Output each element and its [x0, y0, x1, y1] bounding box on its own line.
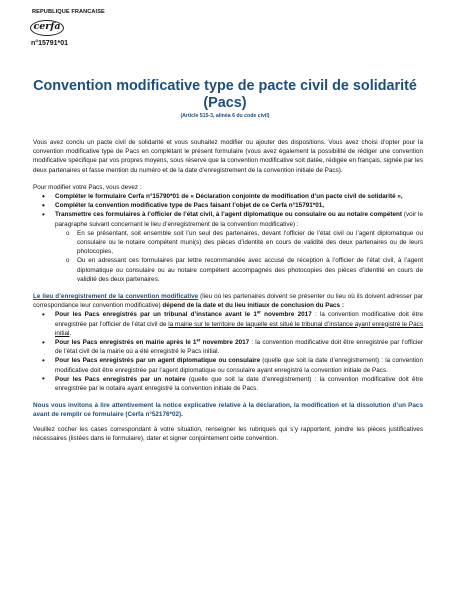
cerfa-logo-text: cerfa	[33, 21, 61, 32]
sub-list-item: o Ou en adressant ces formulaires par lettre recommandée avec accusé de réception à l’officier de l’état civil, à l’agent diplomatique ou consulaire ou au notaire compétent accompagnés des photocopies des pièces d’identité en cours de validité des deux partenaires.	[77, 256, 423, 284]
case-notaire-text: (quelle que soit la date d’enregistrement) : la convention modificative doit être enregistrée par le notaire ayant enregistré la convention initiale de Pacs.	[55, 375, 423, 393]
notice-paragraph: Nous vous invitons à lire attentivement la notice explicative relative à la déclaration, la modification et la dissolution d’un Pacs avant de remplir ce formulaire (Cerfa n°52176*02).	[33, 402, 423, 419]
case-tribunal-title: Pour les Pacs enregistrés par un tribunal d’instance avant le 1	[55, 311, 257, 319]
superscript: er	[196, 337, 201, 343]
sub-list	[55, 229, 423, 284]
case-tribunal-text: : la convention modificative doit être enregistrée par l’officier de l’état civil de	[55, 311, 423, 328]
form-number: n°15791*01	[31, 40, 69, 47]
list-item	[55, 338, 423, 356]
case-consulaire-title: Pour les Pacs enregistrés par un agent diplomatique ou consulaire	[55, 357, 261, 365]
legal-reference: (Article 515-3, alinéa 6 du code civil)	[180, 113, 270, 119]
page-title	[0, 78, 450, 112]
place-list	[33, 310, 423, 393]
place-note: (lieu où les partenaires doivent se présenter ou lieu où ils doivent adresser par correspondance leur convention modificative)	[33, 293, 423, 310]
place-heading: Le lieu d’enregistrement de la convention modificative	[33, 293, 199, 301]
step-3-bold: Transmettre ces formulaires à l’officier de l’état civil, à l’agent diplomatique ou consulaire ou au notaire compétent	[55, 211, 402, 219]
case-mairie-date: novembre 2017	[200, 339, 250, 347]
document-body	[33, 138, 423, 443]
step-3-text: (voir le paragraphe suivant concernant le lieu d’enregistrement de la convention modificative) :	[55, 211, 423, 228]
case-tribunal-date: novembre 2017	[260, 311, 312, 319]
cerfa-logo	[30, 19, 64, 37]
sub-list-item: o En se présentant, soit ensemble soit l’un seul des partenaires, devant l’officier de l’état civil ou l’agent diplomatique ou consulaire ou le notaire compétent muni(s) des pièces d’identité en cours de validité des deux partenaires ou de leurs photocopies,	[77, 229, 423, 257]
list-item	[55, 375, 423, 393]
case-consulaire-text: (quelle que soit la date d’enregistrement) : la convention modificative doit être enregistrée par l’agent diplomatique ou consulaire ayant enregistré la convention initiale de Pacs.	[55, 357, 423, 374]
intro-paragraph: Vous avez conclu un pacte civil de solidarité et vous souhaitez modifier ou ajouter des dispositions. Vous avez choisi d’opter pour la convention modificative type de Pacs en complétant le présent formulaire (vous avez également la possibilité de rédiger une convention modificative spécifique par vos propres moyens, sous réserve que la convention modificative soit datée, rédigée en français, signée par les deux partenaires et fasse mention du numéro et de la date d’enregistrement de la convention initiale de Pacs).	[33, 139, 423, 174]
title-line-2: (Pacs)	[203, 95, 247, 111]
list-item	[55, 356, 423, 374]
list-item	[55, 310, 423, 338]
list-item: • Compléter le formulaire Cerfa n°15790*01 de « Déclaration conjointe de modification d’un pacte civil de solidarité »,	[55, 192, 423, 201]
place-rule: dépend de la date et du lieu initiaux de conclusion du Pacs :	[162, 302, 344, 310]
instructions-paragraph: Veuillez cocher les cases correspondant à votre situation, renseigner les rubriques qui s’y rapportent, joindre les pièces justificatives nécessaires (listées dans le formulaire), dater et signer conjointement cette convention.	[33, 425, 423, 442]
case-mairie-text: : la convention modificative doit être enregistrée par l’officier de l’état civil de la mairie où a été enregistré le Pacs initial.	[55, 339, 423, 356]
steps-lead: Pour modifier votre Pacs, vous devez :	[33, 183, 142, 191]
case-notaire-title: Pour les Pacs enregistrés par un notaire	[55, 375, 186, 383]
steps-list	[33, 192, 423, 284]
list-item	[55, 210, 423, 284]
republic-label: REPUBLIQUE FRANCAISE	[32, 9, 105, 15]
case-tribunal-underlined: la mairie sur le territoire de laquelle est situé le tribunal d’instance ayant enregistré le Pacs initial	[55, 320, 424, 337]
case-mairie-title: Pour les Pacs enregistrés en mairie après le 1	[55, 339, 197, 347]
list-item: • Compléter la convention modificative type de Pacs faisant l’objet de ce Cerfa n°15791*01,	[55, 201, 423, 210]
superscript: er	[256, 309, 261, 315]
case-tribunal-end: .	[69, 329, 72, 337]
title-line-1: Convention modificative type de pacte civil de solidarité	[33, 78, 417, 94]
place-paragraph	[33, 292, 423, 310]
